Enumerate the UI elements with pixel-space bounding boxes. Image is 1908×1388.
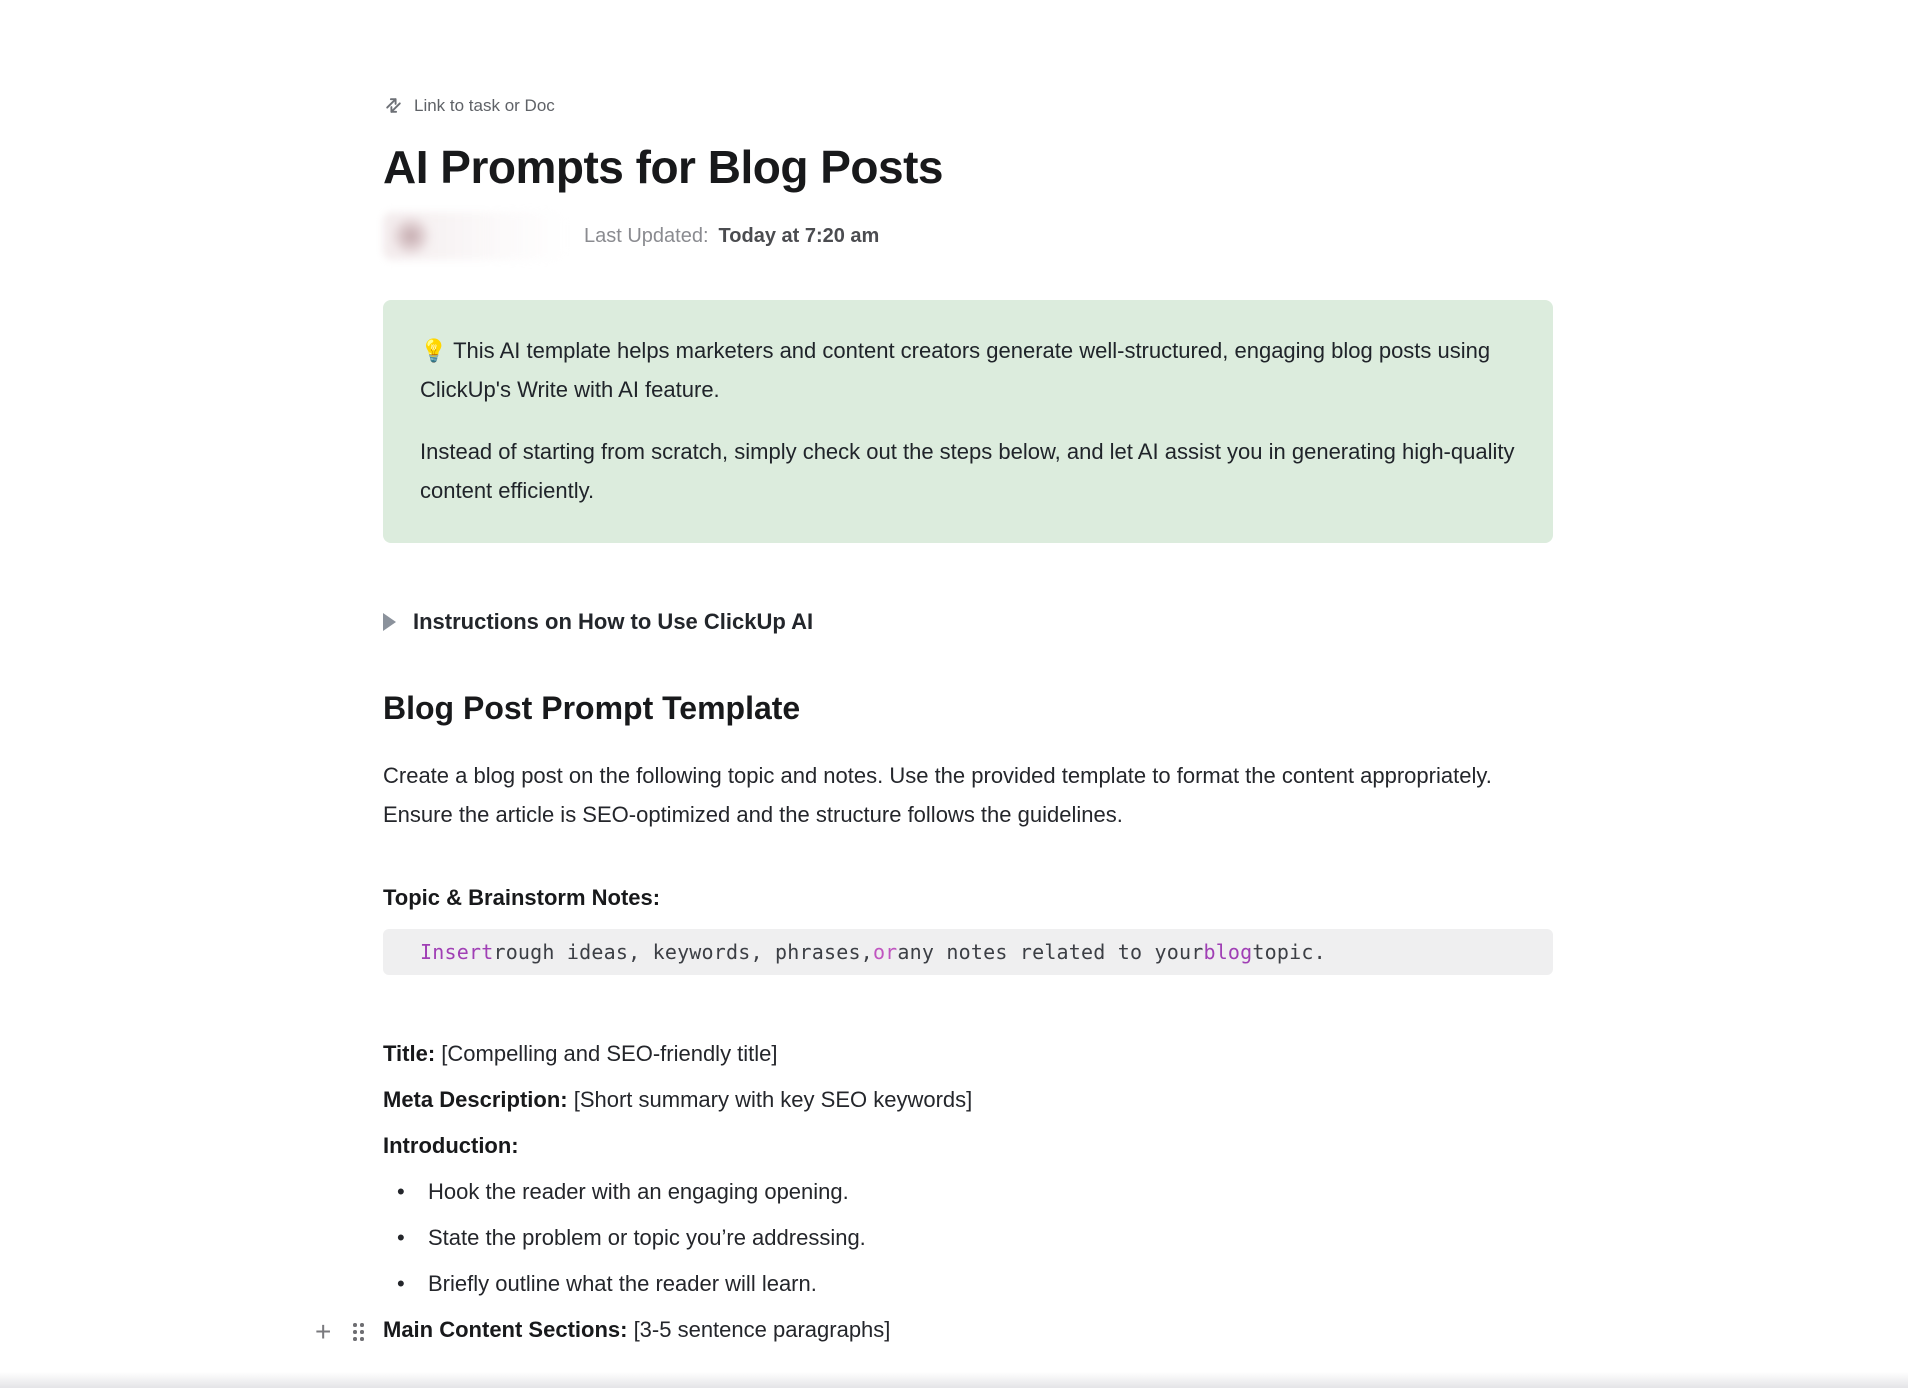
code-token: or	[872, 940, 898, 964]
doc-meta-row	[383, 212, 1553, 260]
list-item-text: State the problem or topic you’re addressing.	[428, 1225, 866, 1250]
bottom-fade	[0, 1372, 1908, 1388]
list-item	[383, 1261, 1553, 1307]
code-token: rough ideas, keywords, phrases,	[493, 940, 873, 964]
add-block-button[interactable]: +	[315, 1316, 332, 1347]
field-meta-description	[383, 1077, 1553, 1123]
field-title	[383, 1031, 1553, 1077]
drag-handle-icon[interactable]	[353, 1323, 364, 1341]
field-meta-description-value: [Short summary with key SEO keywords]	[567, 1087, 973, 1112]
link-arrows-icon	[383, 95, 404, 116]
callout-paragraph-2: Instead of starting from scratch, simply check out the steps below, and let AI assist you in generating high-quality content efficiently.	[420, 439, 1515, 503]
code-token: Insert	[420, 940, 494, 964]
field-main-content-sections-value: [3-5 sentence paragraphs]	[627, 1317, 891, 1342]
field-main-content-sections-label: Main Content Sections:	[383, 1317, 628, 1342]
code-block	[383, 929, 1553, 975]
instructions-toggle-label: Instructions on How to Use ClickUp AI	[413, 609, 814, 634]
list-item	[383, 1169, 1553, 1215]
avatar[interactable]	[383, 212, 568, 260]
link-bar-label: Link to task or Doc	[414, 95, 555, 115]
callout-banner	[383, 300, 1553, 543]
list-item-text: Hook the reader with an engaging opening.	[428, 1179, 849, 1204]
bullet-list	[383, 1169, 1553, 1307]
field-introduction	[383, 1123, 1553, 1169]
bullet-icon: •	[397, 1225, 405, 1250]
block-handles	[315, 1316, 364, 1347]
field-title-value: [Compelling and SEO-friendly title]	[435, 1041, 778, 1066]
bullet-icon: •	[397, 1179, 405, 1204]
list-item-text: Briefly outline what the reader will learn.	[428, 1271, 817, 1296]
field-meta-description-label: Meta Description:	[383, 1087, 568, 1112]
field-introduction-label: Introduction:	[383, 1133, 519, 1158]
page-title[interactable]: AI Prompts for Blog Posts	[383, 141, 943, 193]
field-main-content-sections	[383, 1307, 1553, 1353]
instructions-toggle[interactable]	[383, 609, 1553, 635]
last-updated-label: Last Updated:	[584, 224, 709, 247]
section-intro: Create a blog post on the following topic and notes. Use the provided template to format the content appropriately. Ensure the article is SEO-optimized and the structure follows the guidelines.	[383, 763, 1492, 827]
bullet-icon: •	[397, 1271, 405, 1296]
callout-paragraph-1: 💡 This AI template helps marketers and content creators generate well-structured, engaging blog posts using ClickUp's Write with AI feature.	[420, 338, 1491, 402]
section-heading: Blog Post Prompt Template	[383, 690, 801, 726]
chevron-right-icon[interactable]	[383, 613, 396, 631]
code-token: any notes related to your	[897, 940, 1204, 964]
link-to-task-button[interactable]	[383, 95, 1553, 116]
code-token: topic.	[1252, 940, 1326, 964]
code-token: blog	[1203, 940, 1253, 964]
list-item	[383, 1215, 1553, 1261]
field-title-label: Title:	[383, 1041, 436, 1066]
template-fields	[383, 1031, 1553, 1169]
notes-label: Topic & Brainstorm Notes:	[383, 885, 661, 910]
last-updated-value: Today at 7:20 am	[718, 224, 880, 247]
